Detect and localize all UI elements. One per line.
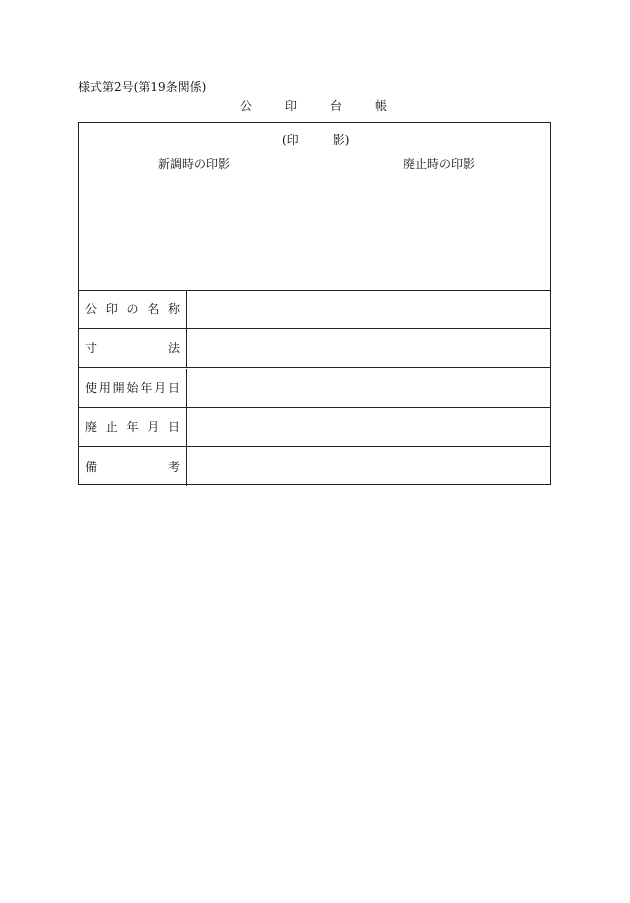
row-label-char: 使: [85, 381, 98, 395]
table-row-remarks: [79, 447, 550, 486]
table-row-seal-name: [79, 290, 550, 329]
impression-new-label: 新調時の印影: [158, 157, 231, 171]
row-label-char: 法: [167, 341, 180, 355]
row-value-cell[interactable]: [187, 329, 550, 367]
impression-heading-open: (印: [282, 133, 299, 147]
row-value-cell[interactable]: [187, 447, 550, 486]
form-number: 様式第2号(第19条関係): [78, 80, 207, 94]
seal-ledger-table: [78, 122, 551, 485]
row-label-char: 年: [140, 381, 153, 395]
row-label-char: 印: [105, 302, 118, 316]
row-value-cell[interactable]: [187, 290, 550, 328]
row-label: [79, 408, 187, 446]
row-label-char: 備: [85, 459, 98, 474]
impression-heading: [282, 132, 349, 148]
table-row-dimensions: [79, 329, 550, 368]
impression-heading-close: 影): [332, 133, 350, 147]
row-label-char: 考: [167, 459, 180, 474]
row-label-char: 名: [147, 302, 160, 316]
row-label-char: 始: [126, 381, 139, 395]
row-label-char: 年: [126, 420, 139, 434]
row-label-char: 日: [167, 420, 180, 434]
table-row-abolition-date: [79, 408, 550, 447]
row-label: [79, 329, 187, 367]
row-label-char: 用: [98, 381, 111, 395]
row-label-char: 開: [112, 381, 125, 395]
row-label: [79, 447, 187, 486]
row-label-char: 月: [154, 381, 167, 395]
row-label-char: 寸: [85, 341, 98, 355]
table-row-start-date: [79, 369, 550, 408]
form-title-char: 帳: [375, 99, 388, 113]
row-label-char: 廃: [85, 420, 98, 434]
row-value-cell[interactable]: [187, 369, 550, 407]
row-label-char: 公: [85, 302, 98, 316]
impression-abolished-label: 廃止時の印影: [403, 157, 476, 171]
row-label-char: 止: [105, 420, 118, 434]
impression-area: [79, 123, 550, 291]
row-label-char: 称: [167, 302, 180, 316]
row-label: [79, 369, 187, 407]
row-label-char: の: [126, 302, 139, 316]
row-value-cell[interactable]: [187, 408, 550, 446]
form-title: [240, 98, 420, 114]
row-label-char: 日: [167, 381, 180, 395]
form-title-char: 印: [285, 99, 298, 113]
row-label: [79, 290, 187, 328]
row-label-char: 月: [147, 420, 160, 434]
form-title-char: 公: [240, 99, 253, 113]
form-title-char: 台: [330, 99, 343, 113]
